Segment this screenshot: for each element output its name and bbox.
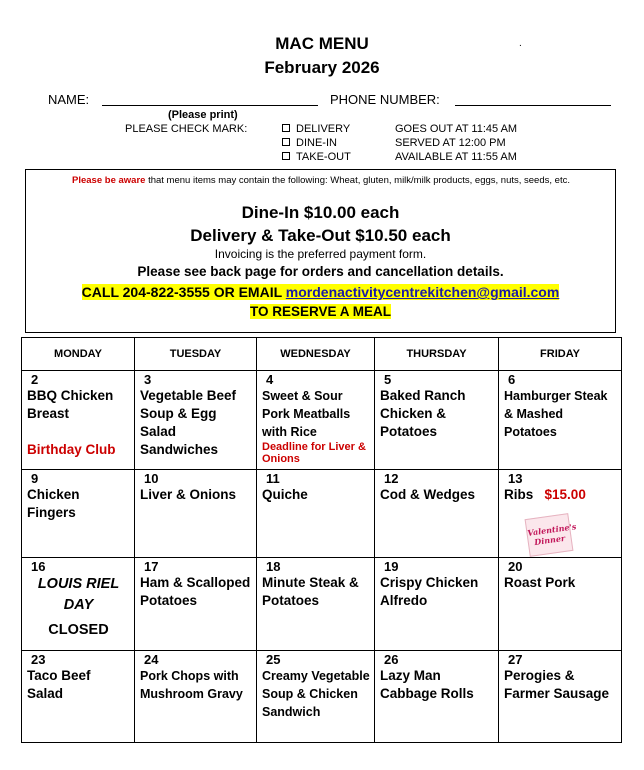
meal-text: Hamburger Steak & Mashed Potatoes <box>504 389 608 439</box>
info-box <box>25 169 616 333</box>
day-cell <box>135 558 257 651</box>
stray-dot: . <box>519 38 522 49</box>
option-dine-in[interactable] <box>282 137 337 149</box>
day-cell <box>499 371 622 470</box>
day-number: 23 <box>31 652 46 667</box>
day-number: 10 <box>144 471 159 486</box>
menu-title: MAC MENU <box>275 34 369 53</box>
name-field[interactable] <box>102 105 318 106</box>
day-cell <box>499 470 622 558</box>
phone-field[interactable] <box>455 105 611 106</box>
menu-calendar <box>21 337 622 743</box>
back-page-note: Please see back page for orders and cancellation details. <box>137 264 504 279</box>
meal-text: Perogies & Farmer Sausage <box>504 668 610 701</box>
weekday-friday: FRIDAY <box>499 338 622 371</box>
meal-text <box>504 486 617 504</box>
day-number: 12 <box>384 471 399 486</box>
day-cell <box>22 470 135 558</box>
allergen-warning <box>36 175 606 187</box>
checkbox-icon[interactable] <box>282 138 290 146</box>
meal-text: BBQ Chicken Breast <box>27 388 114 421</box>
weekday-header-row <box>22 338 622 371</box>
day-number: 13 <box>508 471 523 486</box>
option-take-out-time: AVAILABLE AT 11:55 AM <box>395 151 517 163</box>
day-number: 11 <box>266 471 280 486</box>
invoicing-note: Invoicing is the preferred payment form. <box>214 247 427 261</box>
day-cell <box>375 651 499 743</box>
day-number: 19 <box>384 559 399 574</box>
day-number: 18 <box>266 559 281 574</box>
day-cell <box>257 651 375 743</box>
week-row <box>22 371 622 470</box>
day-cell <box>135 470 257 558</box>
day-cell <box>375 470 499 558</box>
valentines-dinner-badge: Valentine's Dinner <box>525 513 574 557</box>
dine-in-price: Dine-In $10.00 each <box>241 203 400 222</box>
week-row <box>22 558 622 651</box>
meal-text: Taco Beef Salad <box>27 668 91 701</box>
holiday-name: LOUIS RIEL DAY <box>37 576 120 613</box>
day-cell <box>257 371 375 470</box>
day-number: 6 <box>508 372 516 387</box>
option-delivery[interactable] <box>282 123 350 135</box>
day-cell <box>257 558 375 651</box>
day-cell <box>375 558 499 651</box>
week-row <box>22 470 622 558</box>
meal-text: Creamy Vegetable Soup & Chicken Sandwich <box>262 669 370 719</box>
day-cell <box>257 470 375 558</box>
meal-text: Vegetable Beef Soup & Egg Salad Sandwiches <box>140 388 237 457</box>
checkbox-icon[interactable] <box>282 152 290 160</box>
meal-name: Ribs <box>504 487 534 502</box>
check-mark-label: PLEASE CHECK MARK: <box>125 123 248 135</box>
meal-text: Quiche <box>262 487 308 502</box>
option-label: TAKE-OUT <box>296 151 351 163</box>
day-number: 4 <box>266 372 274 387</box>
menu-month: February 2026 <box>264 58 380 77</box>
meal-text: Ham & Scalloped Potatoes <box>140 575 251 608</box>
meal-text: Crispy Chicken Alfredo <box>380 575 479 608</box>
email-link[interactable]: mordenactivitycentrekitchen@gmail.com <box>285 284 560 300</box>
weekday-thursday: THURSDAY <box>375 338 499 371</box>
option-label: DINE-IN <box>296 137 337 149</box>
day-number: 25 <box>266 652 281 667</box>
day-number: 24 <box>144 652 159 667</box>
week-row <box>22 651 622 743</box>
day-number: 3 <box>144 372 152 387</box>
contact-line <box>26 284 615 300</box>
option-delivery-time: GOES OUT AT 11:45 AM <box>395 123 518 135</box>
meal-text: Baked Ranch Chicken & Potatoes <box>380 388 466 439</box>
day-number: 2 <box>31 372 39 387</box>
day-number: 5 <box>384 372 392 387</box>
checkbox-icon[interactable] <box>282 124 290 132</box>
delivery-price: Delivery & Take-Out $10.50 each <box>190 226 451 245</box>
day-cell <box>499 558 622 651</box>
option-dine-in-time: SERVED AT 12:00 PM <box>395 137 506 149</box>
day-number: 20 <box>508 559 523 574</box>
day-cell <box>135 651 257 743</box>
deadline-note: Deadline for Liver & Onions <box>262 441 366 465</box>
reserve-line <box>26 304 615 319</box>
day-number: 16 <box>31 559 46 574</box>
meal-text: Sweet & Sour Pork Meatballs with Rice <box>262 389 351 439</box>
weekday-wednesday: WEDNESDAY <box>257 338 375 371</box>
day-number: 27 <box>508 652 523 667</box>
day-cell <box>135 371 257 470</box>
reserve-text: TO RESERVE A MEAL <box>249 304 392 319</box>
day-cell <box>499 651 622 743</box>
meal-text: Lazy Man Cabbage Rolls <box>380 668 474 701</box>
phone-label: PHONE NUMBER: <box>330 92 440 107</box>
birthday-club-note: Birthday Club <box>27 442 116 457</box>
day-cell <box>375 371 499 470</box>
name-label: NAME: <box>48 92 90 107</box>
closed-note: CLOSED <box>48 622 109 638</box>
weekday-monday: MONDAY <box>22 338 135 371</box>
option-label: DELIVERY <box>296 123 351 135</box>
day-cell <box>22 371 135 470</box>
option-take-out[interactable] <box>282 151 351 163</box>
day-number: 17 <box>144 559 159 574</box>
day-number: 9 <box>31 471 39 486</box>
meal-text: Cod & Wedges <box>380 487 476 502</box>
meal-text: Chicken Fingers <box>27 487 80 520</box>
phone-text: CALL 204-822-3555 OR EMAIL <box>81 284 286 300</box>
meal-text: Roast Pork <box>504 575 576 590</box>
warning-lead: Please be aware <box>72 175 146 186</box>
day-number: 26 <box>384 652 399 667</box>
special-price: $15.00 <box>544 487 586 502</box>
meal-text: Liver & Onions <box>140 487 237 502</box>
please-print-note: (Please print) <box>168 109 238 121</box>
warning-text: that menu items may contain the following: Wheat, gluten, milk/milk products, eggs, nuts, seeds, etc. <box>145 175 570 186</box>
day-cell <box>22 558 135 651</box>
meal-text: Minute Steak & Potatoes <box>262 575 359 608</box>
day-cell <box>22 651 135 743</box>
meal-text: Pork Chops with Mushroom Gravy <box>140 669 243 701</box>
weekday-tuesday: TUESDAY <box>135 338 257 371</box>
